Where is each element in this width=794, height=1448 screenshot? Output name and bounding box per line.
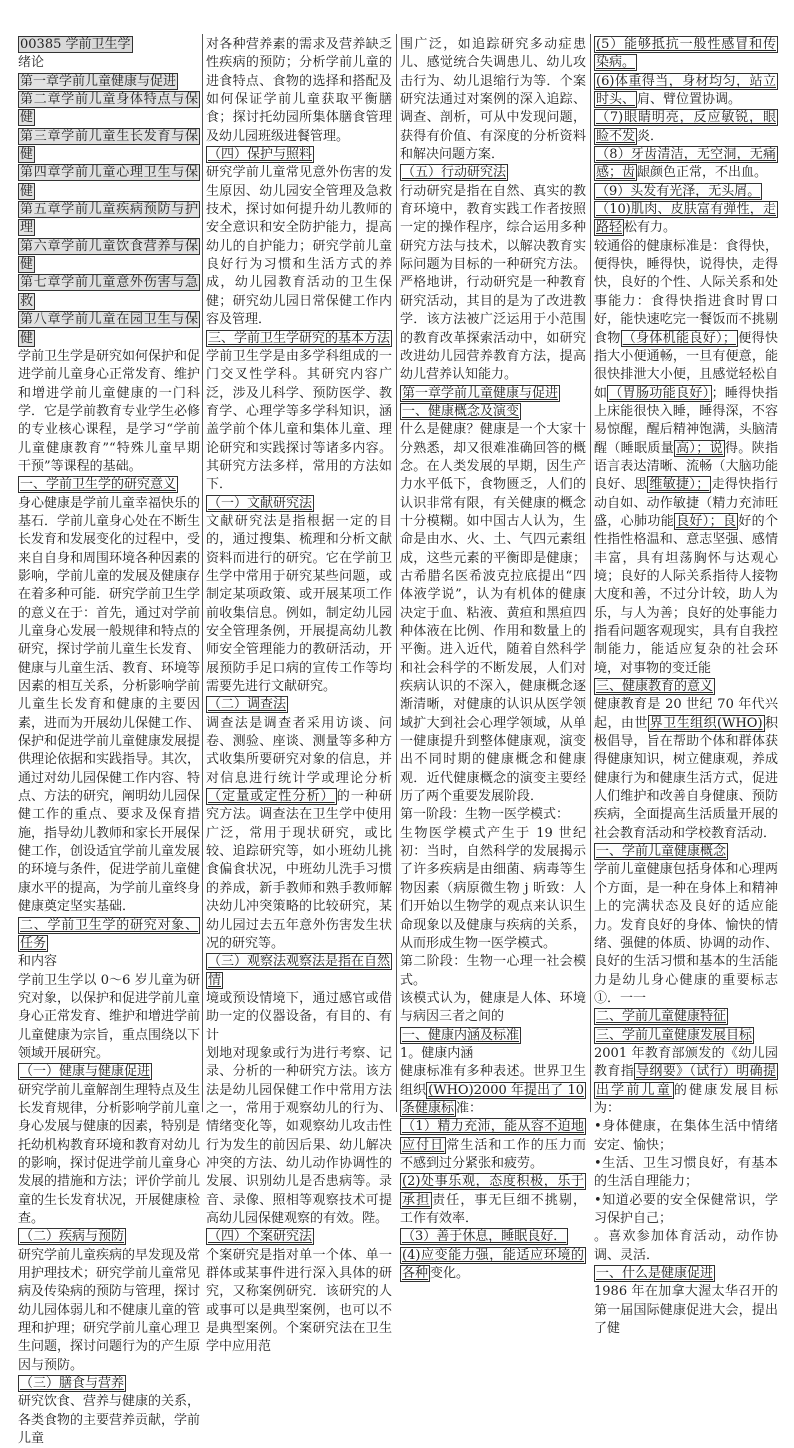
highlighted-text: （五）行动研究法: [402, 165, 507, 181]
paragraph: [18, 348, 200, 476]
highlighted-text: 00385 学前卫生学: [20, 37, 131, 52]
section-heading: [18, 1228, 200, 1246]
text-run: 1。健康内涵: [400, 1045, 474, 1061]
section-heading: [594, 843, 778, 861]
text-run: 炎．: [637, 128, 664, 144]
text-run: 和内容: [18, 954, 58, 970]
section-heading: [594, 678, 778, 696]
text-run: 文献研究法是指根据一定的目的，通过搜集、梳理和分析文献资料而进行的研究。它在学前卫生学中常用于研究某些问题，或制定某项政策、或开展某项工作前收集信息。例如，制定幼儿园安全管理条例，开展提高幼儿教师安全管理能力的教研活动，开展预防手足口病的宣传工作等均需要先进行文献研究。: [206, 513, 392, 695]
text-run: 1986 年在加拿大渥太华召开的第一届国际健康促进大会，提出了健: [594, 1284, 778, 1337]
highlighted-text: 一、什么是健康促进: [596, 1266, 714, 1282]
paragraph: [206, 348, 392, 495]
paragraph: [18, 953, 200, 971]
highlighted-text: 良好）；良: [676, 513, 737, 529]
text-run: 调查法是调查者采用访谈、问卷、测验、座谈、测量等多种方式收集所要研究对象的信息，并对信息进行统计学或理论分析: [206, 715, 392, 786]
paragraph: [594, 1192, 778, 1229]
highlighted-text: （四）保护与照料: [208, 147, 313, 163]
paragraph: [594, 1155, 778, 1192]
paragraph: [206, 1247, 392, 1357]
highlighted-text: 第三章学前儿童生长发育与保健: [20, 128, 198, 163]
paragraph: [18, 1393, 200, 1448]
text-run: 生物医学模式产生于 19 世纪初：当时，自然科学的发展揭示了许多疾病是由细菌、病毒等生物因素（病原微生物 j 昕致：人们开始以生物学的观点来认识生命现象以及健康与疾病的关系，从而形成生物一医学模式。: [400, 825, 586, 951]
highlighted-text: （四）个案研究法: [208, 1229, 313, 1245]
highlighted-text: （10)肌肉、皮肤富有弹性，走路轻: [596, 202, 776, 236]
highlighted-text: （二）疾病与预防: [20, 1229, 125, 1245]
paragraph: [18, 495, 200, 917]
section-heading: [18, 1375, 200, 1393]
section-heading: [18, 917, 200, 954]
paragraph: [18, 1082, 200, 1229]
highlighted-text: 三、学前儿童健康发展目标: [596, 1027, 753, 1043]
column-3: [400, 36, 586, 1283]
highlighted-text: 一、学前卫生学的研究意义: [20, 477, 177, 493]
text-run: 绪论: [18, 55, 45, 71]
text-run: 健康教育是 20 世纪 70 年代兴起，由世: [594, 697, 778, 731]
text-run: 得。陕指语言表达清晰、流畅（大脑功能良好、思: [594, 440, 778, 493]
paragraph: [206, 715, 392, 953]
paragraph: [594, 696, 778, 843]
highlighted-text: 第四章学前儿童心理卫生与保健: [20, 165, 198, 199]
highlighted-text: （一）健康与健康促进: [20, 1064, 151, 1080]
text-run: •知道必要的安全保健常识，学习保护自己；: [594, 1192, 778, 1226]
highlighted-text: (4)应变能力强，能适应环境的各种: [402, 1247, 584, 1282]
highlighted-text: （胃肠功能良好）: [609, 385, 710, 401]
paragraph: [594, 146, 778, 183]
text-run: 研究饮食、营养与健康的关系，各类食物的主要营养贡献，学前儿童: [18, 1394, 201, 1447]
highlighted-text: （二）调查法: [208, 697, 287, 713]
chapter-heading: [18, 164, 200, 201]
text-run: 研究学前儿童常见意外伤害的发生原因、幼儿园安全管理及急救技术，探讨如何提升幼儿教师的安全意识和安全防护能力，提高幼儿的自护能力；研究学前儿童良好行为习惯和生活方式的养成，幼儿园教育活动的卫生保健；研究幼儿园日常保健工作内容及管理．: [206, 165, 392, 328]
paragraph: [594, 861, 778, 1008]
paragraph: [594, 1118, 778, 1155]
chapter-heading: [18, 238, 200, 275]
paragraph: [400, 1228, 586, 1246]
chapter-heading: [18, 201, 200, 238]
highlighted-text: 二、学前卫生学的研究对象、任务: [20, 917, 198, 951]
highlighted-text: 导纲要》（试行）明确提出学前儿童: [596, 1064, 776, 1098]
highlighted-text: 第五章学前儿童疾病预防与护理: [20, 202, 198, 236]
paragraph: [400, 421, 586, 806]
text-run: 学前卫生学是由多学科组成的一门交叉性学科。其研究内容广泛，涉及儿科学、预防医学、教育学、心理学等多学科知识，涵盖学前个体儿童和集体儿童、理论研究和实践探讨等诸多内容。其研究方法多样，常用的方法如下．: [206, 348, 392, 493]
section-heading: [206, 1228, 392, 1246]
text-run: 的一种研究方法。调查法在卫生学中使用广泛，常用于现状研究，或比较、追踪研究等，如小班幼儿挑食偏食状况，中班幼儿洗手习惯的养成，新手教师和熟手教师解决幼儿冲突策略的比较研究，某幼儿园过去五年意外伤害发生状况的研究等。: [206, 789, 392, 951]
text-run: 松有力。: [624, 220, 677, 236]
chapter-heading: [18, 128, 200, 165]
highlighted-text: 二、学前儿童健康特征: [596, 1009, 727, 1025]
paragraph: [594, 36, 778, 73]
paragraph: [400, 183, 586, 385]
paragraph: [18, 54, 200, 72]
text-run: 划地对现象或行为进行考察、记录、分析的一种研究方法。该方法是幼儿园保健工作中常用方法之一，常用于观察幼儿的行为、情绪变化等，如观察幼儿攻击性行为发生的前因后果、幼儿解决冲突的方法、幼儿动作协调性的发展、识别幼儿是否患病等。录音、录像、照相等观察技术可提高幼儿园保健观察的有效。陛。: [206, 1045, 392, 1226]
paragraph: [594, 183, 778, 201]
section-heading: [206, 495, 392, 513]
highlighted-text: 一、健康内涵及标准: [402, 1027, 520, 1043]
paragraph: [400, 825, 586, 953]
highlighted-text: (2)处事乐观，态度积极，乐于承担: [402, 1174, 584, 1208]
chapter-heading: [18, 274, 200, 311]
highlighted-text: 第七章学前儿童意外伤害与急救: [20, 275, 198, 309]
text-run: 什么是健康？健康是一个大家十分熟悉，却又很难准确回答的概念。在人类发展的早期，因生产力水平低下，食物匮乏，人们的认识非常有限，有关健康的概念十分模糊。如中国古人认为，生命是由水、火、土、气四元素组成，这些元素的平衡即是健康；古希腊名医希波克拉底提出“四体液学说”，认为有机体的健康决定于血、粘液、黄疸和黑疸四种体液在比例、作用和数量上的平衡。进入近代，随着自然科学和社会科学的不断发展，人们对疾病认识的不深入，健康概念逐渐清晰，对健康的认识从医学领域扩大到社会心理学领域，从单一健康提升到整体健康观，演变出不同时期的健康概念和健康观．近代健康概念的演变主要经历了两个重要发展阶段．: [400, 422, 586, 805]
highlighted-text: （三）膳食与营养: [20, 1376, 125, 1392]
paragraph: [400, 1063, 586, 1118]
text-run: 积极倡导，旨在帮助个体和群体获得健康知识，树立健康观，养成健康行为和健康生活方式，促进人们维护和改善自身健康、预防疾病，全面提高生活质量开展的社会教育活动和学校教育活动．: [594, 715, 778, 841]
section-heading: [18, 1063, 200, 1081]
section-heading: [206, 953, 392, 990]
highlighted-text: 三、学前卫生学研究的基本方法: [208, 330, 391, 346]
paragraph: [400, 1173, 586, 1228]
paragraph: [206, 990, 392, 1045]
highlighted-text: (WHO)2000 年提出了 10 条健康标: [402, 1082, 584, 1116]
paragraph: [206, 1045, 392, 1228]
text-run: ；睡得快指上床能很快入睡，睡得深，不容易惊醒，醒后精神饱满，头脑清醒（睡眠质量: [594, 385, 778, 456]
highlighted-text: 三、健康教育的意义: [596, 679, 714, 695]
paragraph: [594, 1228, 778, 1265]
highlighted-text: (6)体重得当，身材均匀，站立时头、: [596, 73, 776, 108]
text-run: 龈颜色正常，不出血。: [637, 165, 768, 181]
highlighted-text: 一、健康概念及演变: [402, 403, 520, 419]
text-run: 研究学前儿童解剖生理特点及生长发育规律，分析影响学前儿童身心发展与健康的因素，特别是托幼机构教育环境和教育对幼儿的影响，探讨促进学前儿童身心发展的措施和方法；评价学前儿童的生长发育状况，开展健康检查。: [18, 1082, 201, 1226]
section-heading: [400, 385, 586, 403]
chapter-heading: [18, 311, 200, 348]
paragraph: [18, 972, 200, 1064]
paragraph: [400, 1045, 586, 1063]
highlighted-text: 高）；说: [676, 440, 723, 456]
paragraph: [400, 990, 586, 1027]
section-heading: [594, 1008, 778, 1026]
highlighted-text: （一）文献研究法: [208, 495, 313, 511]
section-heading: [594, 1027, 778, 1045]
text-run: •生活、卫生习惯良好，有基本的生活自理能力；: [594, 1155, 778, 1190]
highlighted-text: 界卫生组织(WHO): [649, 715, 763, 731]
text-run: 好的个性指性格温和、意志坚强、感情丰富，具有坦荡胸怀与达观心境；良好的人际关系指待人接物大度和善，不过分计较，助人为乐，与人为善；良好的处事能力指看问题客观现实，具有自我控制能力，能适应复杂的社会环境，对事物的变迁能: [594, 513, 778, 676]
highlighted-text: （身体机能良好）；: [622, 330, 736, 346]
text-run: 学前卫生学以 0～6 岁儿童为研究对象，以保护和促进学前儿童身心正常发育、维护和增进学前儿童健康为宗旨，重点围绕以下领域开展研究。: [18, 972, 201, 1061]
paragraph: [594, 109, 778, 146]
highlighted-text: 第八章学前儿童在园卫生与保健: [20, 312, 198, 346]
paragraph: [400, 1118, 586, 1173]
section-heading: [400, 1027, 586, 1045]
highlighted-text: （三）观察法观察法是指在自然情: [208, 954, 391, 988]
text-run: 行动研究是指在自然、真实的教育环境中，教育实践工作者按照一定的操作程序，综合运用多种研究方法与技术，以解决教育实际问题为目标的一种研究方法。严格地讲，行动研究是一种教育研究活动，其目的是为了改进教学．该方法被广泛运用于小范围的教育改革探索活动中，如研究改进幼儿园营养教育方法，提高幼儿营养认知能力。: [400, 183, 586, 383]
paragraph: [594, 73, 778, 110]
text-run: 学前儿童健康包括身体和心理两个方面，是一种在身体上和精神上的完满状态及良好的适应能力。发育良好的身体、愉快的情绪、强健的体质、协调的动作、良好的生活习惯和基本的生活能力是幼儿身心健康的重要标志①．一一: [594, 862, 778, 1006]
document-title: [18, 36, 200, 54]
paragraph: [400, 1247, 586, 1284]
paragraph: [400, 806, 586, 824]
text-run: 责任，事无巨细不挑剔，工作有效率．: [400, 1192, 586, 1226]
text-run: 学前卫生学是研究如何保护和促进学前儿童身心正常发育、维护和增进学前儿童健康的一门科学．它是学前教育专业学生必修的专业核心课程，是学习“学前儿童健康教育”“特殊儿童早期干预”等课程的基础。: [18, 348, 201, 474]
highlighted-text: 第一章学前儿童健康与促进: [20, 73, 177, 89]
text-run: 走得快指行动自如、动作敏捷（精力充沛旺盛，心肺功能: [594, 477, 778, 529]
text-run: 境或预设情境下，通过感官或借助一定的仪器设备，有目的、有计: [206, 990, 392, 1043]
highlighted-text: （1）精力充沛，能从容不迫地应付日: [402, 1119, 584, 1153]
section-heading: [206, 146, 392, 164]
section-heading: [206, 696, 392, 714]
section-heading: [594, 1265, 778, 1283]
highlighted-text: 第六章学前儿童饮食营养与保健: [20, 238, 198, 273]
text-run: 对各种营养素的需求及营养缺乏性疾病的预防；分析学前儿童的进食特点、食物的选择和搭配及如何保证学前儿童获取平衡膳食；探讨托幼园所集体膳食管理及幼儿园班级进餐管理。: [206, 37, 392, 144]
text-run: 较通俗的健康标准是：食得快，便得快，睡得快，说得快，走得快，良好的个性、人际关系和处事能力：食得快指进食时胃口好，能快速吃完一餐饭而不挑剔食物: [594, 238, 778, 346]
column-divider: [590, 34, 591, 1112]
paragraph: [594, 238, 778, 678]
paragraph: [206, 513, 392, 696]
text-run: 围广泛，如追踪研究多动症患儿、感觉统合失调患儿、幼儿攻击行为、幼儿退缩行为等．个案研究法通过对案例的深入追踪、调查、剖析，可从中发现问题，获得有价值、有深度的分析资料和解决问题方案．: [400, 37, 586, 163]
text-run: 个案研究是指对单一个体、单一群体或某事件进行深入具体的研究，又称案例研究．该研究的人或事可以是典型案例，也可以不是典型案例。个案研究法在卫生学中应用范: [206, 1247, 392, 1355]
column-2: [206, 36, 392, 1357]
paragraph: [594, 201, 778, 238]
highlighted-text: 第二章学前儿童身体特点与保健: [20, 92, 198, 126]
highlighted-text: 第一章学前儿童健康与促进: [402, 385, 559, 401]
paragraph: [400, 36, 586, 164]
paragraph: [594, 1045, 778, 1118]
text-run: 2001 年教育部颁发的《幼儿园教育指: [594, 1045, 778, 1080]
highlighted-text: 一、学前儿童健康概念: [596, 844, 727, 860]
text-run: 第一阶段：生物一医学模式：: [400, 807, 570, 823]
column-4: [594, 36, 778, 1338]
text-run: 。喜欢参加体育活动，动作协调、灵活．: [594, 1229, 778, 1263]
text-run: 准：: [456, 1100, 483, 1116]
section-heading: [206, 330, 392, 348]
section-heading: [18, 476, 200, 494]
paragraph: [18, 1247, 200, 1375]
column-divider: [202, 34, 203, 1112]
text-run: 变化。: [430, 1266, 470, 1282]
highlighted-text: （7)眼睛明亮，反应敏锐，眼睑不发: [596, 110, 776, 144]
highlighted-text: （8）牙齿清洁，无空洞，无痛感；齿: [596, 147, 776, 181]
paragraph: [206, 36, 392, 146]
paragraph: [400, 953, 586, 990]
text-run: 常生活和工作的压力而不感到过分紧张和疲劳。: [400, 1137, 586, 1171]
highlighted-text: （定量或定性分析）: [208, 789, 335, 805]
section-heading: [400, 403, 586, 421]
chapter-heading: [18, 91, 200, 128]
text-run: 该模式认为，健康是人体、环境与病因三者之间的: [400, 990, 586, 1025]
column-1: [18, 36, 200, 1448]
highlighted-text: (5）能够抵抗一般性感冒和传染病。: [596, 37, 776, 71]
paragraph: [594, 1283, 778, 1338]
highlighted-text: （3）善于休息，睡眠良好．: [402, 1229, 567, 1245]
text-run: 研究学前儿童疾病的早发现及常用护理技术；研究学前儿童常见病及传染病的预防与管理，探讨幼儿园体弱儿和不健康儿童的管理和护理；研究学前儿童心理卫生问题，探讨问题行为的产生原因与预防。: [18, 1247, 201, 1373]
chapter-heading: [18, 73, 200, 91]
text-run: 身心健康是学前儿童幸福快乐的基石．学前儿童身心处在不断生长发育和发展变化的过程中，受来自自身和周围环境各种因素的影响，学前儿童的发展及健康存在着多种可能．研究学前卫生学的意义在于：首先，通过对学前儿童身心发展一般规律和特点的研究，探讨学前儿童生长发育、健康与儿童生活、教育、环境等因素的相互关系，分析影响学前儿童生长发育和健康的主要因素，进而为开展幼儿保健工作、保护和促进学前儿童健康发展提供理论依据和实践指导。其次，通过对幼儿园保健工作内容、特点、方法的研究，阐明幼儿园保健工作的重点、要求及保育措施，指导幼儿教师和家长开展保健工作，创设适宜学前儿童发展的环境与条件，促进学前儿童健康水平的提高，为学前儿童终身健康奠定坚实基础．: [18, 495, 201, 915]
text-run: 肩、臂位置协调。: [637, 92, 742, 108]
text-run: 第二阶段：生物一心理一社会模式。: [400, 954, 586, 988]
text-run: 便得快指大小便通畅，一旦有便意，能很快排泄大小便，且感觉轻松自如: [594, 330, 778, 401]
paragraph: [206, 164, 392, 329]
text-run: 健康标准有多种表述。世界卫生组织: [400, 1064, 586, 1098]
column-divider: [396, 34, 397, 1112]
highlighted-text: 维敏捷）；: [649, 477, 710, 493]
highlighted-text: （9）头发有光泽，无头屑。: [596, 183, 761, 199]
section-heading: [400, 164, 586, 182]
text-run: •身体健康，在集体生活中情绪安定、愉快；: [594, 1119, 778, 1153]
text-run: 的健康发展目标为：: [594, 1082, 778, 1116]
